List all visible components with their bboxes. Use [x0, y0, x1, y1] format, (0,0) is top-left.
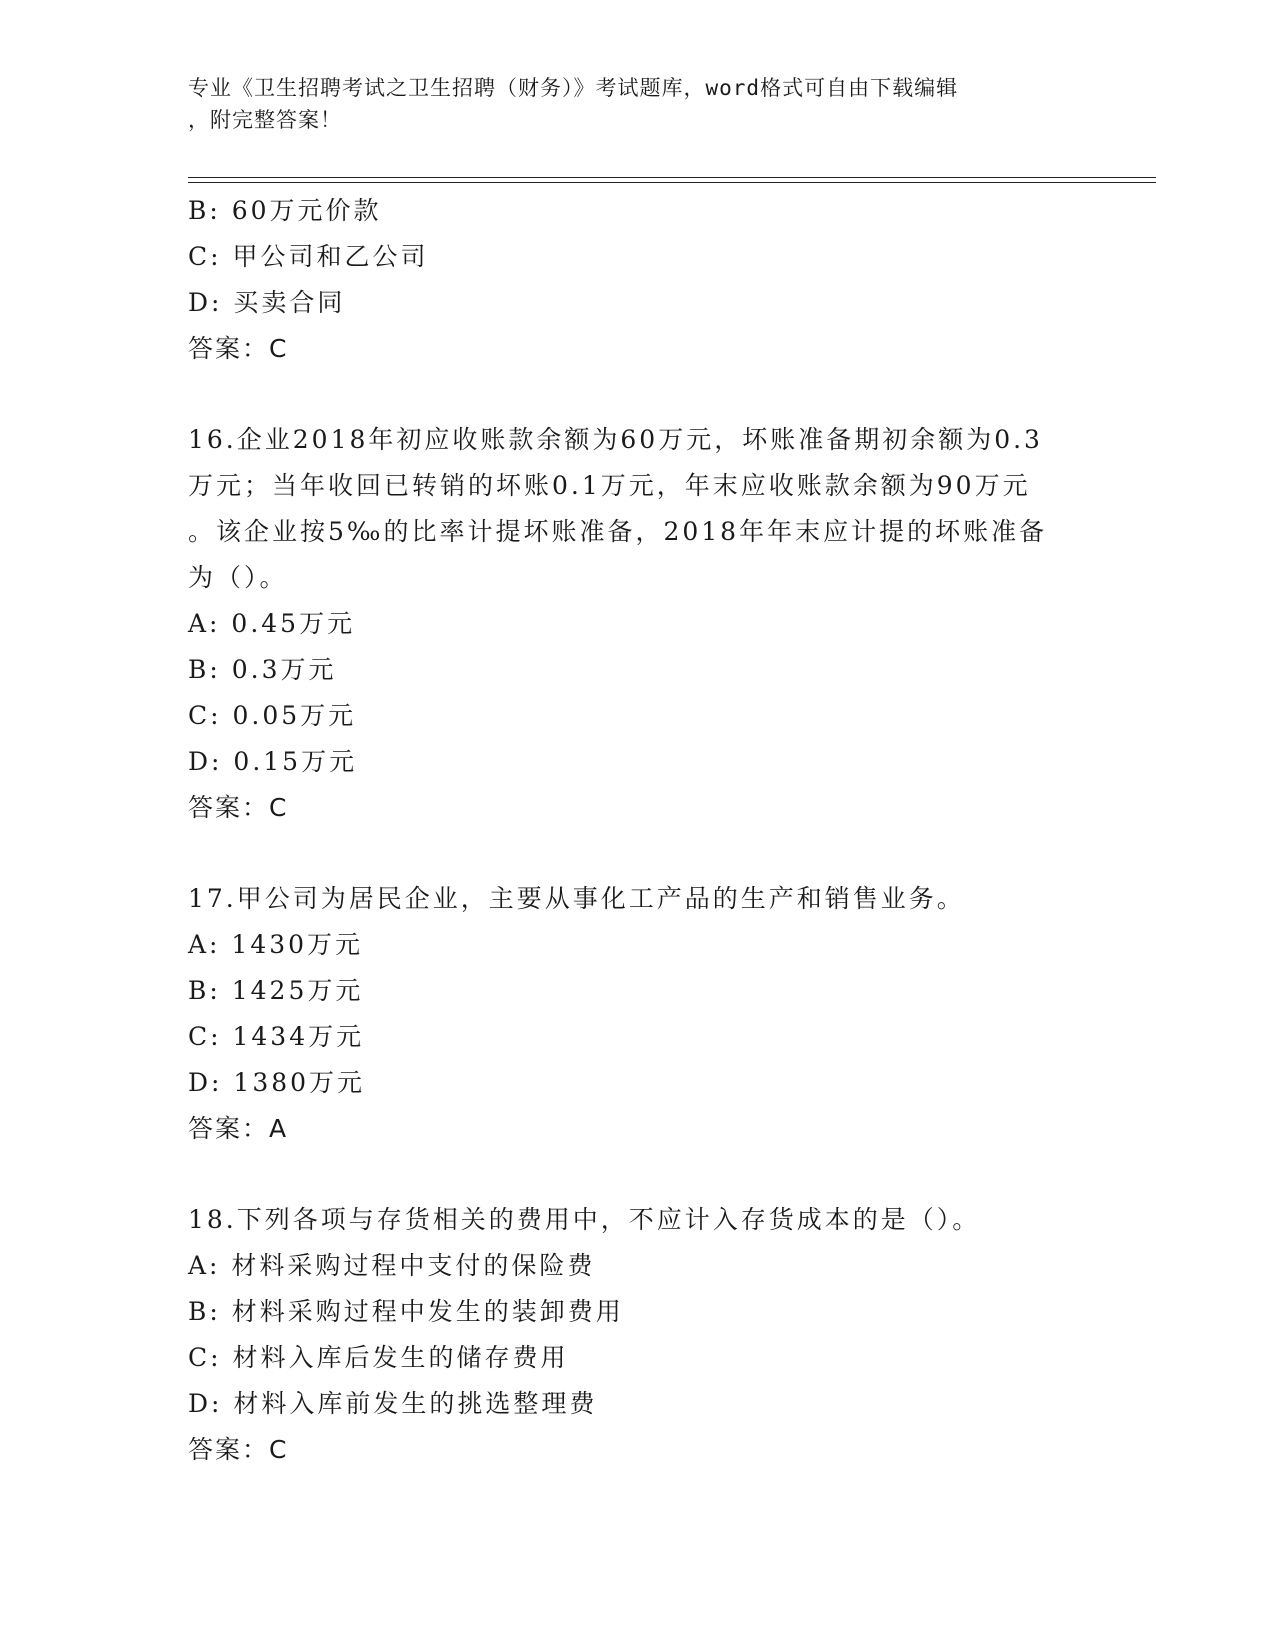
previous-question-tail [188, 188, 1088, 372]
question-text-line: 万元；当年收回已转销的坏账0.1万元，年末应收账款余额为90万元 [188, 471, 1031, 500]
option-d: D: 买卖合同 [188, 288, 346, 317]
answer: 答案：C [188, 334, 289, 363]
option-d: D: 材料入库前发生的挑选整理费 [188, 1389, 598, 1418]
question-17 [188, 876, 1088, 1152]
question-text-line: 17.甲公司为居民企业，主要从事化工产品的生产和销售业务。 [188, 884, 965, 913]
document-header [188, 72, 1088, 136]
option-a: A: 1430万元 [188, 930, 364, 959]
question-18 [188, 1197, 1088, 1473]
option-b: B: 1425万元 [188, 976, 364, 1005]
question-text-line: 。该企业按5‰的比率计提坏账准备，2018年年末应计提的坏账准备 [188, 517, 1048, 546]
question-text-line: 18.下列各项与存货相关的费用中，不应计入存货成本的是（）。 [188, 1205, 981, 1234]
option-a: A: 材料采购过程中支付的保险费 [188, 1251, 596, 1280]
option-d: D: 0.15万元 [188, 747, 358, 776]
answer: 答案：C [188, 1435, 289, 1464]
option-c: C: 0.05万元 [188, 701, 357, 730]
option-d: D: 1380万元 [188, 1068, 366, 1097]
answer: 答案：C [188, 793, 289, 822]
header-line-1: 专业《卫生招聘考试之卫生招聘（财务）》考试题库，word格式可自由下载编辑 [188, 76, 959, 100]
option-c: C: 甲公司和乙公司 [188, 242, 429, 271]
header-divider-top [188, 177, 1156, 178]
question-16 [188, 417, 1088, 831]
header-divider-bottom [188, 182, 1156, 183]
document-body [188, 188, 1088, 1473]
option-c: C: 1434万元 [188, 1022, 365, 1051]
header-line-2: ，附完整答案！ [188, 108, 342, 132]
option-a: A: 0.45万元 [188, 609, 356, 638]
option-b: B: 材料采购过程中发生的装卸费用 [188, 1297, 624, 1326]
option-b: B: 60万元价款 [188, 196, 382, 225]
question-text-line: 为（）。 [188, 563, 288, 592]
option-b: B: 0.3万元 [188, 655, 337, 684]
option-c: C: 材料入库后发生的储存费用 [188, 1343, 569, 1372]
answer: 答案：A [188, 1114, 289, 1143]
question-text-line: 16.企业2018年初应收账款余额为60万元，坏账准备期初余额为0.3 [188, 425, 1043, 454]
